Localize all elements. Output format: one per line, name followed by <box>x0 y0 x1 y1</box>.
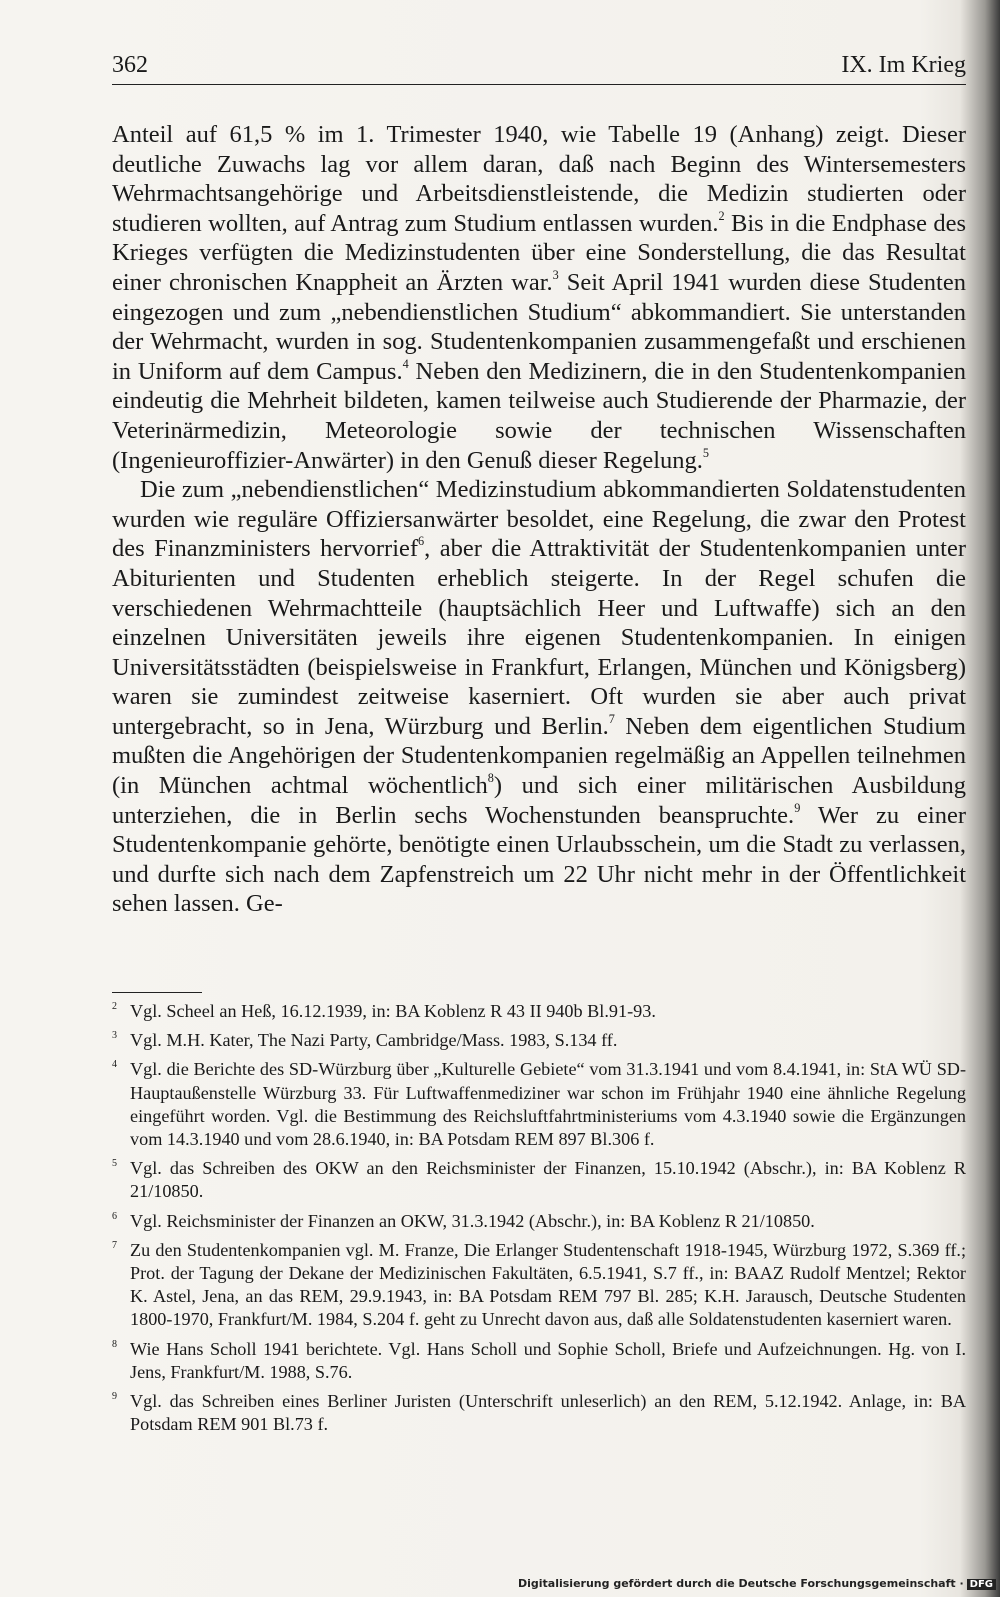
running-title: IX. Im Krieg <box>841 52 966 78</box>
footnote-divider <box>112 992 202 993</box>
footnote-mark: 8 <box>112 1338 117 1350</box>
footnote-text: Vgl. Reichsminister der Finanzen an OKW, 31.3.1942 (Abschr.), in: BA Koblenz R 21/10850. <box>130 1210 815 1231</box>
text-run: Neben den Medizinern, die in den Studentenkompanien eindeutig die Mehrheit bildeten, kamen teilweise auch Studierende der Pharmazie, der Veterinärmedizin, Meteorologie sowie der technischen Wissenschaften (Ingenieuroffizier-Anwärter) in den Genuß dieser Regelung. <box>112 357 966 474</box>
footnote-ref: 7 <box>608 711 615 726</box>
footnote-ref: 3 <box>552 267 559 282</box>
page-number: 362 <box>112 52 148 78</box>
text-run: Wer zu einer Studentenkompanie gehörte, benötigte einen Urlaubsschein, um die Stadt zu verlassen, und durfte sich nach dem Zapfenstreich um 22 Uhr nicht mehr in der Öffentlichkeit sehen lassen. Ge- <box>112 801 966 918</box>
footnotes <box>112 1000 966 1442</box>
text-run: Bis in die Endphase des Krieges verfügten die Medizinstudenten über eine Sonderstellung, die das Resultat einer chronischen Knappheit an Ärzten war. <box>112 209 966 296</box>
footnote-ref: 6 <box>418 534 425 549</box>
footnote-ref: 9 <box>794 800 801 815</box>
footnote <box>112 1239 966 1332</box>
footnote-mark: 6 <box>112 1210 117 1222</box>
footnote <box>112 1000 966 1023</box>
footnote-ref: 5 <box>702 445 710 460</box>
footnote <box>112 1390 966 1436</box>
text-run: , aber die Attraktivität der Studentenkompanien unter Abiturienten und Studenten erheblich steigerte. In der Regel schufen die verschiedenen Wehrmachtteile (hauptsächlich Heer und Luftwaffe) sich an den einzelnen Universitäten jeweils ihre eigenen Studentenkompanien. In einigen Universitätsstädten (beispielsweise in Frankfurt, Erlangen, München und Königsberg) waren sie zumindest zeitweise kaserniert. Oft wurden sie aber auch privat untergebracht, so in Jena, Würzburg und Berlin. <box>112 535 966 740</box>
footnote-text: Vgl. die Berichte des SD-Würzburg über „Kulturelle Gebiete“ vom 31.3.1941 und vom 8.4.1941, in: StA WÜ SD-Hauptaußenstelle Würzburg 33. Für Luftwaffenmediziner war schon im Frühjahr 1940 eine ähnliche Regelung eingeführt worden. Vgl. die Bestimmung des Reichsluftfahrtministeriums vom 4.3.1940 sowie die Ergänzungen vom 14.3.1940 und vom 28.6.1940, in: BA Potsdam REM 897 Bl.306 f. <box>130 1059 966 1150</box>
footnote-mark: 9 <box>112 1391 117 1403</box>
footnote <box>112 1338 966 1384</box>
footnote-mark: 7 <box>112 1239 117 1251</box>
footnote-ref: 4 <box>402 356 409 371</box>
main-text <box>112 120 966 919</box>
footnote-mark: 4 <box>112 1059 117 1071</box>
text-run: Seit April 1941 wurden diese Studenten eingezogen und zum „nebendienstlichen Studium“ abkommandiert. Sie unterstanden der Wehrmacht, wurden in sog. Studentenkompanien zusammengefaßt und erschienen in Uniform auf dem Campus. <box>112 268 966 385</box>
footnote-text: Vgl. das Schreiben des OKW an den Reichsminister der Finanzen, 15.10.1942 (Abschr.), in: BA Koblenz R 21/10850. <box>130 1158 966 1202</box>
footnote-mark: 5 <box>112 1158 117 1170</box>
footnote-text: Vgl. das Schreiben eines Berliner Juristen (Unterschrift unleserlich) an den REM, 5.12.1942. Anlage, in: BA Potsdam REM 901 Bl.73 f. <box>130 1391 966 1435</box>
text-run: ) und sich einer militärischen Ausbildung unterziehen, die in Berlin sechs Wochenstunden beanspruchte. <box>112 772 966 829</box>
footnote-ref: 8 <box>487 771 494 786</box>
footnote-mark: 3 <box>112 1030 117 1042</box>
footnote-mark: 2 <box>112 1001 117 1012</box>
page-header <box>112 52 966 85</box>
paragraph <box>112 120 966 475</box>
footnote <box>112 1157 966 1203</box>
text-run: Neben dem eigentlichen Studium mußten die Angehörigen der Studentenkompanien regelmäßig an Appellen teilnehmen (in München achtmal wöchentlich <box>112 712 966 800</box>
footnote <box>112 1029 966 1052</box>
footnote <box>112 1210 966 1233</box>
footnote-text: Vgl. M.H. Kater, The Nazi Party, Cambridge/Mass. 1983, S.134 ff. <box>130 1030 618 1051</box>
text-run: Anteil auf 61,5 % im 1. Trimester 1940, wie Tabelle 19 (Anhang) zeigt. Dieser deutliche Zuwachs lag vor allem daran, daß nach Beginn des Wintersemesters Wehrmachtsangehörige und Arbeitsdienstleistende, die Medizin studierten oder studieren wollten, auf Antrag zum Studium entlassen wurden. <box>112 121 966 237</box>
dfg-logo: DFG <box>967 1579 996 1590</box>
credit-text: Digitalisierung gefördert durch die Deutsche Forschungsgemeinschaft · <box>517 1577 964 1590</box>
footnote <box>112 1058 966 1151</box>
footnote-text: Zu den Studentenkompanien vgl. M. Franze, Die Erlanger Studentenschaft 1918-1945, Würzburg 1972, S.369 ff.; Prot. der Tagung der Dekane der Medizinischen Fakultäten, 6.5.1941, S.7 ff., in: BAAZ Rudolf Mentzel; Rektor K. Astel, Jena, an das REM, 29.9.1943, in: BA Potsdam REM 797 Bl. 285; K.H. Jarausch, Deutsche Studenten 1800-1970, Frankfurt/M. 1984, S.204 f. geht zu Unrecht davon aus, daß alle Soldatenstudenten kaserniert waren. <box>130 1239 966 1330</box>
paragraph <box>112 475 966 919</box>
footnote-ref: 2 <box>718 208 725 223</box>
digitization-credit <box>518 1577 996 1590</box>
footnote-text: Wie Hans Scholl 1941 berichtete. Vgl. Hans Scholl und Sophie Scholl, Briefe und Aufzeichnungen. Hg. von I. Jens, Frankfurt/M. 1988, S.76. <box>130 1338 966 1382</box>
text-run: Die zum „nebendienstlichen“ Medizinstudium abkommandierten Soldatenstudenten wurden wie reguläre Offiziersanwärter besoldet, eine Regelung, die zwar den Protest des Finanzministers hervorrief <box>112 476 966 563</box>
footnote-text: Vgl. Scheel an Heß, 16.12.1939, in: BA Koblenz R 43 II 940b Bl.91-93. <box>130 1001 656 1021</box>
